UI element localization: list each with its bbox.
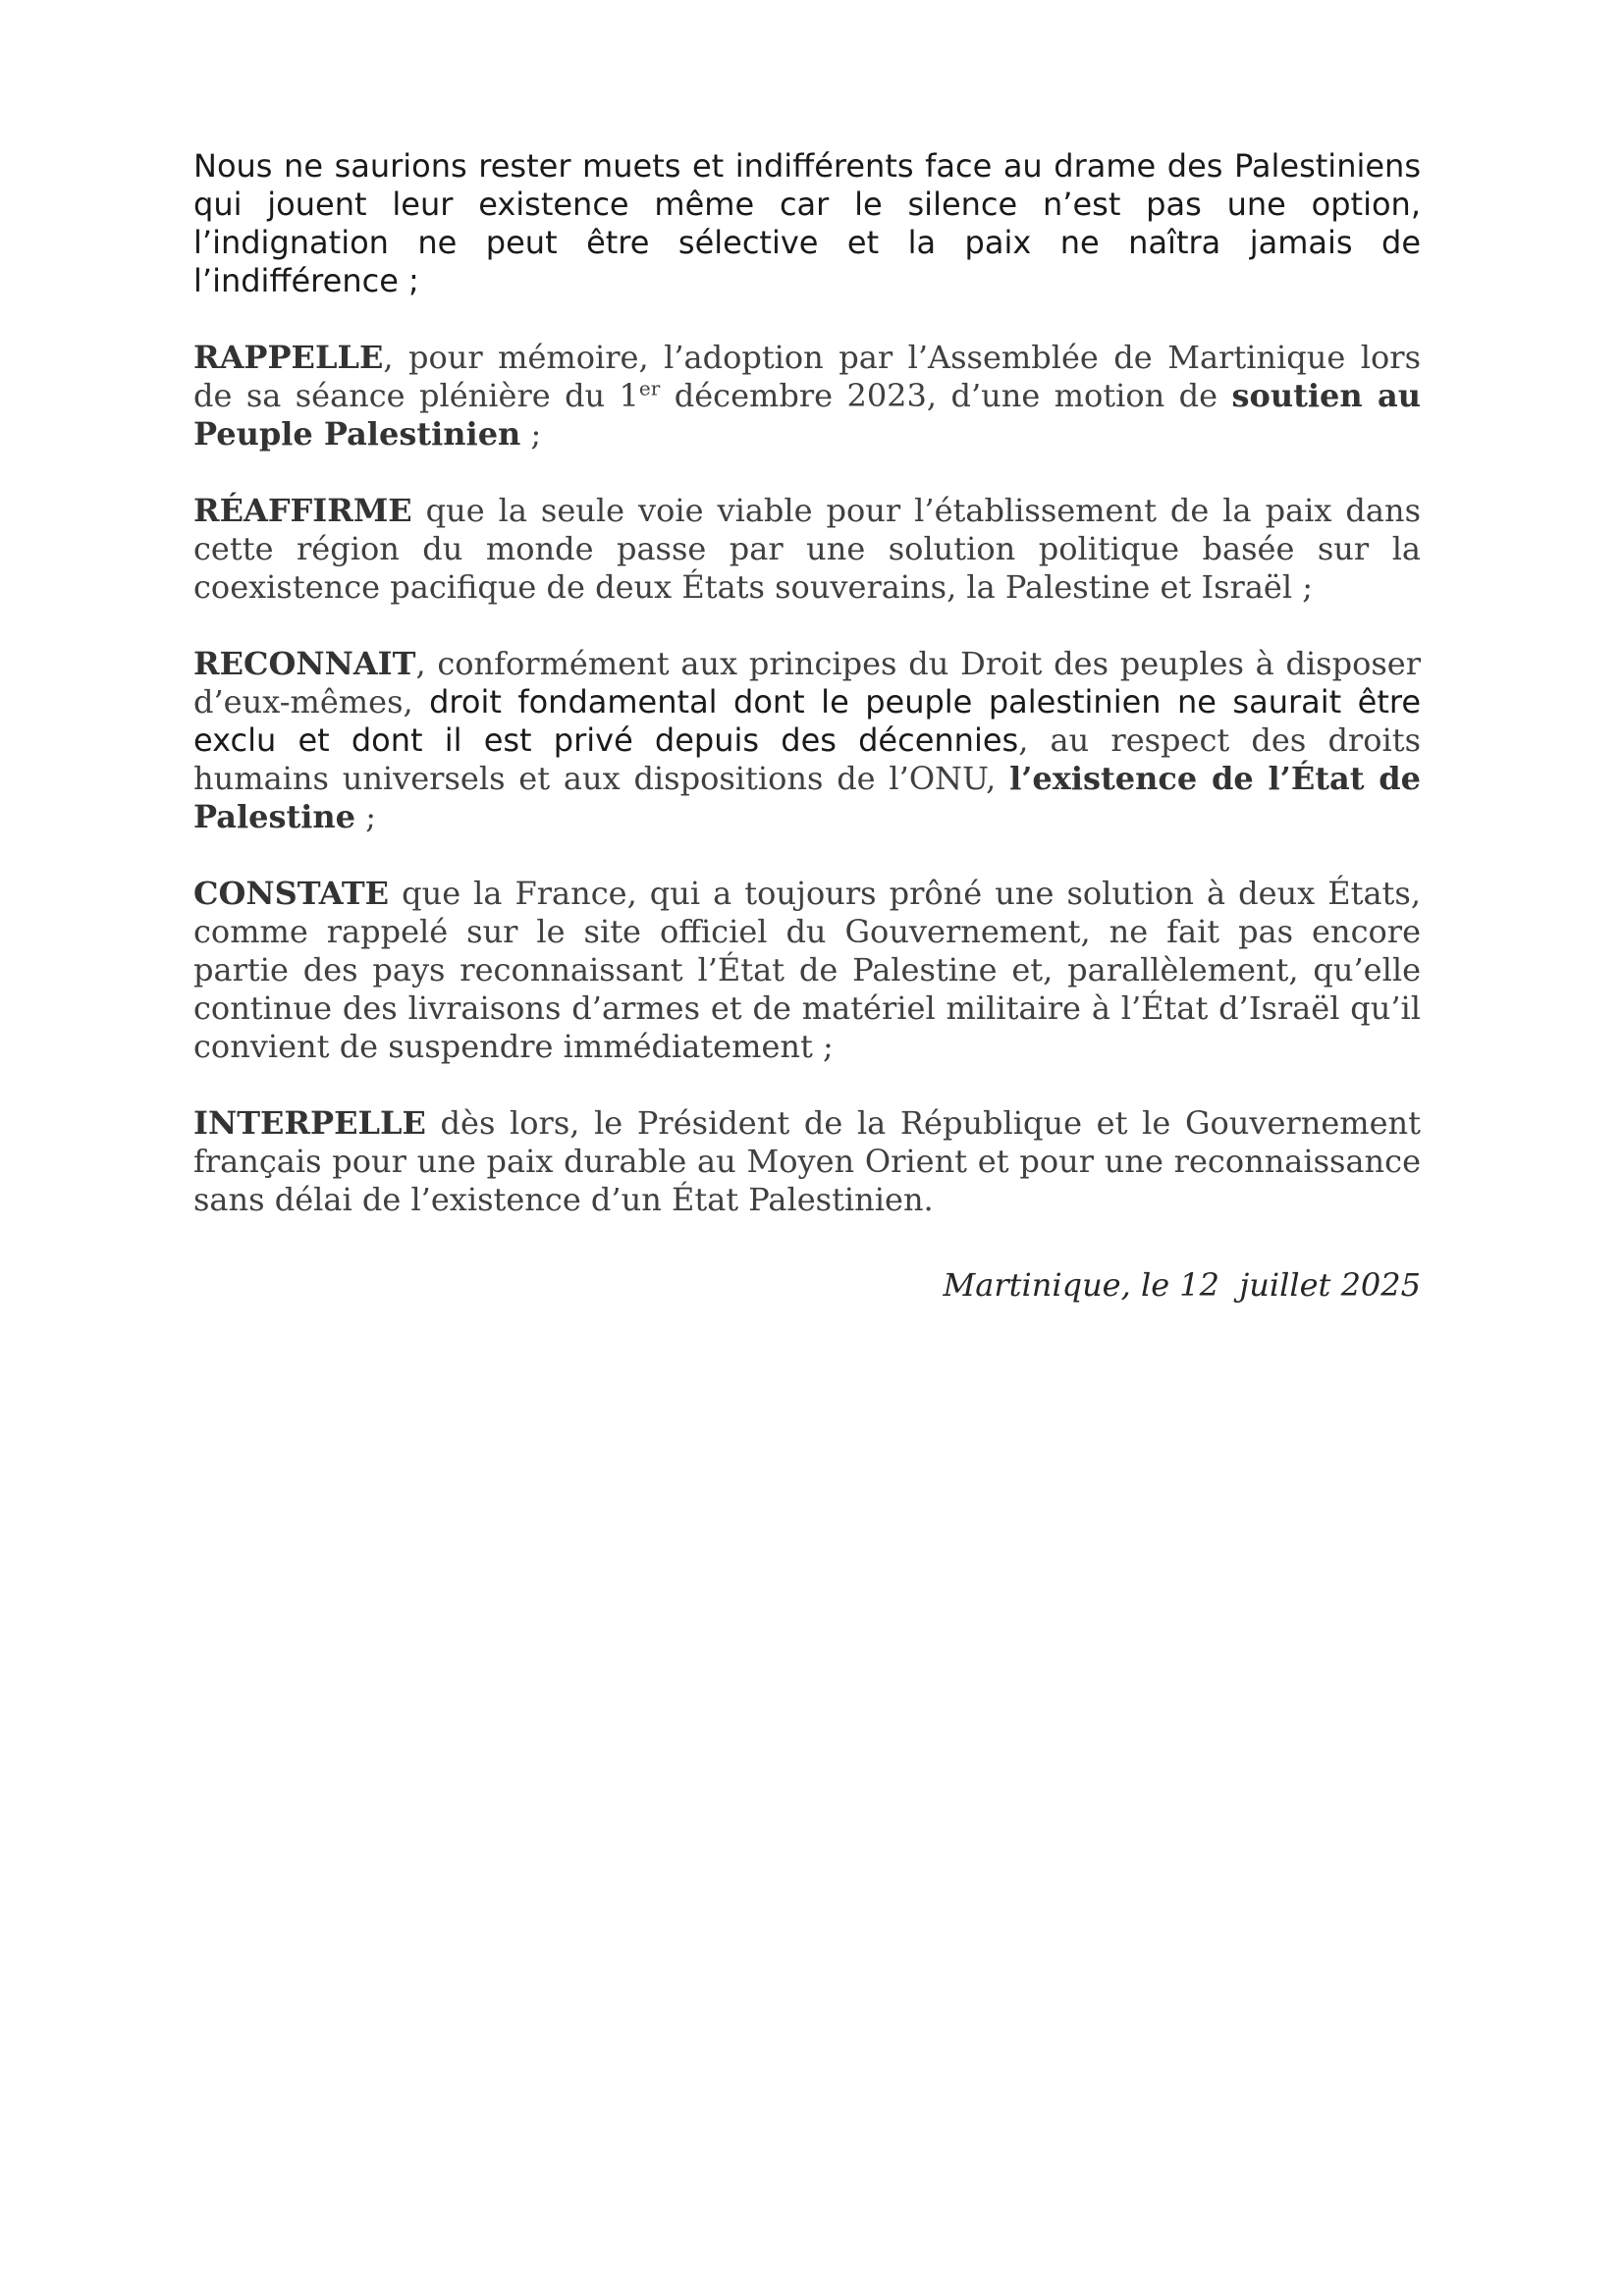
reconnait-sans-text: droit fondamental dont le peuple palestinien ne saurait être exclu et dont il est privé depuis des décennies (193, 683, 1422, 759)
rappelle-emphasis: soutien au Peuple Palestinien (193, 377, 1422, 453)
constate-text: que la France, qui a toujours prôné une solution à deux États, comme rappelé sur le site officiel du Gouvernement, ne fait pas encore partie des pays reconnaissant l’État de Palestine et, parallèlement, qu’elle continue des livraisons d’armes et de matériel militaire à l’État d’Israël qu’il convient de suspendre immédiatement ; (193, 875, 1421, 1065)
superscript-er: er (638, 376, 661, 400)
paragraph-reaffirme (193, 492, 1421, 607)
keyword-interpelle: INTERPELLE (193, 1104, 426, 1142)
paragraph-intro (193, 147, 1421, 300)
reaffirme-text: que la seule voie viable pour l’établissement de la paix dans cette région du monde passe par une solution politique basée sur la coexistence pacifique de deux États souverains, la Palestine et Israël ; (193, 492, 1421, 606)
paragraph-rappelle (193, 339, 1421, 454)
reconnait-text-1: , conformément aux principes du Droit des peuples à disposer d’eux-mêmes, (193, 645, 1421, 721)
paragraph-interpelle (193, 1104, 1421, 1219)
interpelle-text: dès lors, le Président de la République et le Gouvernement français pour une paix durable au Moyen Orient et pour une reconnaissance sans délai de l’existence d’un État Palestinien. (193, 1104, 1421, 1218)
keyword-constate: CONSTATE (193, 875, 390, 912)
keyword-rappelle: RAPPELLE (193, 339, 384, 376)
rappelle-text-2: décembre 2023, d’une motion de (660, 377, 1232, 414)
rappelle-text-1: , pour mémoire, l’adoption par l’Assemblée de Martinique lors de sa séance plénière du 1 (193, 339, 1421, 414)
paragraph-constate (193, 875, 1421, 1066)
rappelle-text-3: ; (520, 415, 542, 453)
keyword-reconnait: RECONNAIT (193, 645, 416, 682)
intro-text: Nous ne saurions rester muets et indifférents face au drame des Palestiniens qui jouent leur existence même car le silence n’est pas une option, l’indignation ne peut être sélective et la paix ne naîtra jamais de l’indifférence ; (193, 147, 1421, 299)
signature-date: Martinique, le 12 juillet 2025 (943, 1266, 1421, 1304)
keyword-reaffirme: RÉAFFIRME (193, 492, 412, 529)
reconnait-text-2: , au respect des droits humains universels et aux dispositions de l’ONU, (193, 721, 1421, 797)
reconnait-text-3: ; (355, 798, 376, 835)
document-body (193, 147, 1421, 1257)
paragraph-reconnait (193, 645, 1421, 836)
reconnait-emphasis: l’existence de l’État de Palestine (193, 760, 1422, 835)
